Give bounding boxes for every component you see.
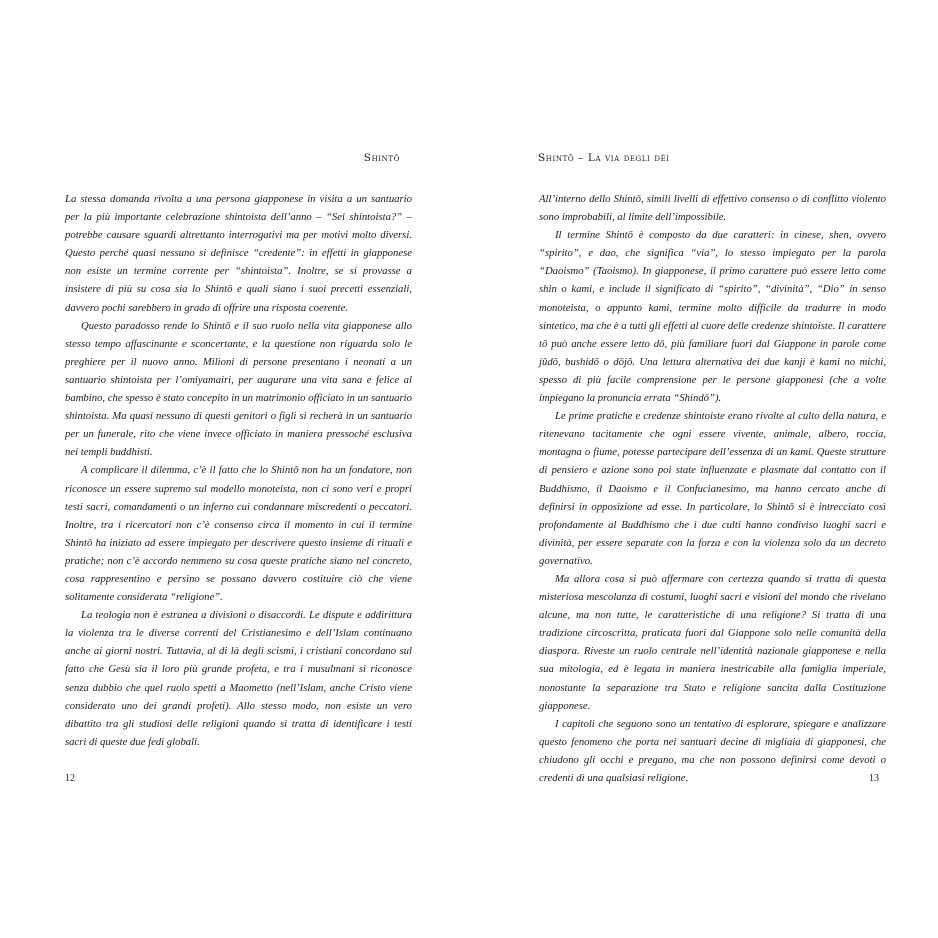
paragraph: All’interno dello Shintō, simili livelli di effettivo consenso o di conflitto violento sono improbabili, al limite dell’impossibile. [539, 193, 886, 224]
paragraph: I capitoli che seguono sono un tentativo di esplorare, spiegare e analizzare questo fenomeno che porta nei santuari decine di migliaia di giapponesi, che chiudono gli occhi e pregano, ma che non possono definirsi come devoti o credenti di una qualsiasi religione. [539, 717, 886, 784]
paragraph: Ma allora cosa si può affermare con certezza quando si tratta di questa misteriosa mescolanza di costumi, luoghi sacri e visioni del mondo che rivelano alcune, ma non tutte, le caratteristiche di una religione? Si tratta di una tradizione circoscritta, praticata fuori dal Giappone solo nelle comunità della diaspora. Riveste un ruolo centrale nell’identità nazionale giapponese e nella sua mitologia, ed è legata in maniera inestricabile alla famiglia imperiale, nonostante la separazione tra Stato e religione sancita dalla Costituzione giapponese. [539, 572, 886, 712]
right-page [482, 0, 938, 938]
page-number: 13 [869, 773, 879, 784]
page-number: 12 [65, 773, 75, 784]
paragraph: A complicare il dilemma, c’è il fatto che lo Shintō non ha un fondatore, non riconosce un essere supremo sul modello monoteista, non ci sono veri e propri testi sacri, comandamenti o un inferno cui condannare miscredenti o peccatori. Inoltre, tra i ricercatori non c’è consenso circa il momento in cui il termine Shintō ha iniziato ad essere impiegato per descrivere questo insieme di rituali e pratiche; non c’è accordo nemmeno su cosa queste pratiche siano nel concreto, cosa rappresentino e persino se possano davvero costituire ciò che viene solitamente considerata “religione”. [65, 464, 412, 604]
paragraph: Le prime pratiche e credenze shintoiste erano rivolte al culto della natura, e ritenevano tacitamente che ogni essere vivente, animale, albero, roccia, montagna o fiume, potesse partecipare dell’essenza di un kami. Queste strutture di pensiero e azione sono poi state influenzate e plasmate dal contatto con il Buddhismo, il Daoismo e il Confucianesimo, ma hanno cercato anche di definirsi in opposizione ad esse. In particolare, lo Shintō si è intrecciato così profondamente al Buddhismo che i due culti hanno condiviso luoghi sacri e divinità, per essere separate con la forza e con la violenza solo da un decreto governativo. [539, 410, 886, 567]
running-head: Shintō [363, 152, 400, 164]
paragraph: La teologia non è estranea a divisioni o disaccordi. Le dispute e addirittura la violenza tra le diverse correnti del Cristianesimo e dell’Islam continuano anche ai giorni nostri. Tuttavia, al di là degli scismi, i cristiani concordano sul fatto che Gesù sia il loro più grande profeta, e tra i musulmani si riconosce senza dubbio che quel ruolo spetti a Maometto (nell’Islam, anche Cristo viene considerato uno dei grandi profeti). Allo stesso modo, non esiste un vero dibattito tra gli studiosi delle religioni quando si tratta di identificare i testi sacri di queste due fedi globali. [65, 609, 412, 748]
body-text [539, 190, 886, 787]
left-page [0, 0, 456, 938]
running-head: Shintō – La via degli dèi [538, 152, 670, 164]
body-text [65, 190, 412, 751]
paragraph: Questo paradosso rende lo Shintō e il suo ruolo nella vita giapponese allo stesso tempo affascinante e sconcertante, e la questione non riguarda solo le preghiere per il nuovo anno. Milioni di persone presentano i neonati a un santuario shintoista per l’omiyamairi, per augurare una vita sana e felice al bambino, che spesso è stato concepito in un matrimonio officiato in un santuario shintoista. Ma quasi nessuno di questi genitori o figli si recherà in un santuario per un funerale, rito che viene invece officiato in maniera pressoché esclusiva nei templi buddhisti. [65, 319, 412, 459]
paragraph: La stessa domanda rivolta a una persona giapponese in visita a un santuario per la più importante celebrazione shintoista dell’anno – “Sei shintoista?” – potrebbe causare sguardi altrettanto interrogativi ma per motivi molto diversi. Questo perché quasi nessuno si definisce “credente”: in effetti in giapponese non esiste un termine corrente per “shintoista”. Inoltre, se si provasse a insistere di più su cosa sia lo Shintō e quali siano i suoi precetti essenziali, davvero pochi sarebbero in grado di offrire una risposta coerente. [65, 193, 412, 314]
paragraph: Il termine Shintō è composto da due caratteri: in cinese, shen, ovvero “spirito”, e dao, che significa “via”, lo stesso impiegato per la parola “Daoismo” (Taoismo). In giapponese, il primo carattere può essere letto come shin o kami, e include il significato di “spirito”, “divinità”, “Dio” in senso monoteista, o appunto kami, termine molto difficile da tradurre in modo sintetico, ma che è a tutti gli effetti al cuore delle credenze shintoiste. Il carattere tō può anche essere letto dō, più familiare fuori dal Giappone in parole come jūdō, bushidō o dōjō. Una lettura alternativa dei due kanji è kami no michi, spesso di più facile comprensione per le persone giapponesi (che a volte impiegano la pronuncia errata “Shindō”). [539, 229, 886, 405]
